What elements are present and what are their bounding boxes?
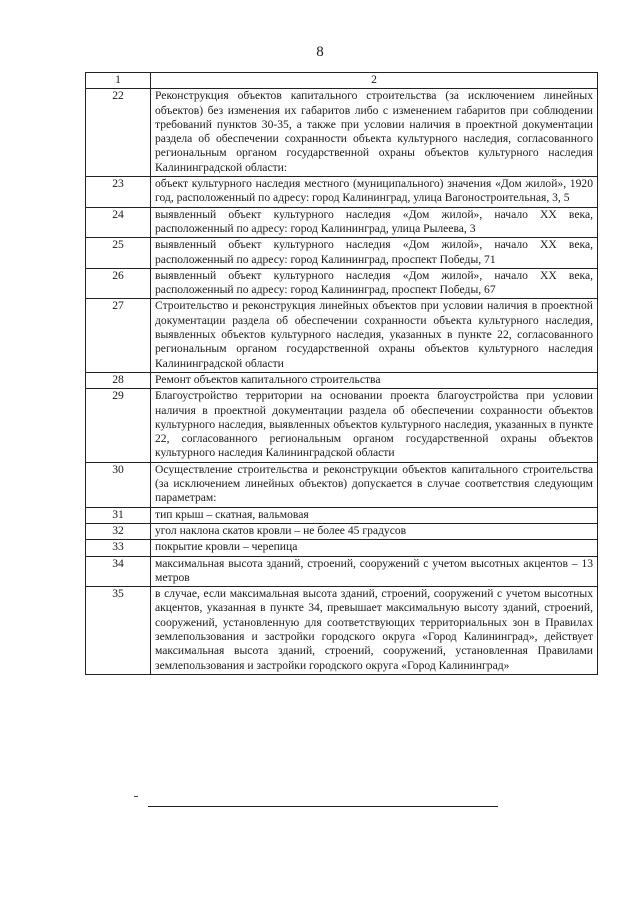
row-number: 34 <box>86 556 151 587</box>
row-number: 29 <box>86 389 151 462</box>
row-number: 31 <box>86 507 151 523</box>
row-text: Ремонт объектов капитального строительства <box>151 372 598 388</box>
table-row <box>86 372 598 388</box>
row-number: 33 <box>86 540 151 556</box>
row-text: выявленный объект культурного наследия «Дом жилой», начало XX века, расположенный по адресу: город Калининград, проспект Победы, 71 <box>151 238 598 269</box>
table-row <box>86 556 598 587</box>
row-text: Строительство и реконструкция линейных объектов при условии наличия в проектной документации раздела об обеспечении сохранности объекта культурного наследия, выявленных объектов культурного наследия, указанных в пункте 22, согласованного региональным органом государственной охраны объектов культурного наследия Калининградской области <box>151 299 598 372</box>
table-row <box>86 523 598 539</box>
table-row <box>86 587 598 675</box>
row-text: угол наклона скатов кровли – не более 45 градусов <box>151 523 598 539</box>
row-text: объект культурного наследия местного (муниципального) значения «Дом жилой», 1920 год, расположенный по адресу: город Калининград, улица Вагоностроительная, 3, 5 <box>151 177 598 208</box>
table-row <box>86 540 598 556</box>
row-number: 23 <box>86 177 151 208</box>
table-row <box>86 299 598 372</box>
table-row <box>86 507 598 523</box>
row-number: 24 <box>86 207 151 238</box>
row-text: тип крыш – скатная, вальмовая <box>151 507 598 523</box>
row-text: Благоустройство территории на основании проекта благоустройства при условии наличия в проектной документации раздела об обеспечении сохранности объектов культурного наследия, выявленных объектов культурного наследия, указанных в пункте 22, согласованного региональным органом государственной охраны объектов культурного наследия Калининградской области <box>151 389 598 462</box>
page-number: 8 <box>316 44 324 60</box>
dash-mark <box>134 796 138 797</box>
table-row <box>86 238 598 269</box>
row-number: 22 <box>86 89 151 177</box>
table-row <box>86 389 598 462</box>
row-text: выявленный объект культурного наследия «Дом жилой», начало XX века, расположенный по адресу: город Калининград, улица Рылеева, 3 <box>151 207 598 238</box>
table-header-row <box>86 73 598 89</box>
row-number: 30 <box>86 462 151 507</box>
row-text: Осуществление строительства и реконструкции объектов капитального строительства (за исключением линейных объектов) допускается в случае соответствия следующим параметрам: <box>151 462 598 507</box>
signature-line <box>148 806 498 807</box>
row-text: максимальная высота зданий, строений, сооружений с учетом высотных акцентов – 13 метров <box>151 556 598 587</box>
row-text: выявленный объект культурного наследия «Дом жилой», начало XX века, расположенный по адресу: город Калининград, проспект Победы, 67 <box>151 268 598 299</box>
table-row <box>86 207 598 238</box>
table-row <box>86 268 598 299</box>
row-number: 25 <box>86 238 151 269</box>
row-number: 35 <box>86 587 151 675</box>
row-number: 32 <box>86 523 151 539</box>
table-row <box>86 462 598 507</box>
regulations-table <box>85 72 598 675</box>
header-cell-text: 2 <box>151 73 598 89</box>
row-number: 27 <box>86 299 151 372</box>
row-text: в случае, если максимальная высота зданий, строений, сооружений с учетом высотных акцентов, указанная в пункте 34, превышает максимальную высоту зданий, строений, сооружений, установленную для соответствующих территориальных зон в Правилах землепользования и застройки городского округа «Город Калининград», действует максимальная высота зданий, строений, сооружений, установленная Правилами землепользования и застройки городского округа «Город Калининград» <box>151 587 598 675</box>
row-number: 26 <box>86 268 151 299</box>
row-number: 28 <box>86 372 151 388</box>
table-row <box>86 89 598 177</box>
header-cell-number: 1 <box>86 73 151 89</box>
row-text: покрытие кровли – черепица <box>151 540 598 556</box>
table-row <box>86 177 598 208</box>
row-text: Реконструкция объектов капитального строительства (за исключением линейных объектов) без изменения их габаритов либо с изменением габаритов при соблюдении требований пунктов 30-35, а также при условии наличия в проектной документации раздела об обеспечении сохранности объекта культурного наследия, согласованного региональным органом государственной охраны объектов культурного наследия Калининградской области: <box>151 89 598 177</box>
